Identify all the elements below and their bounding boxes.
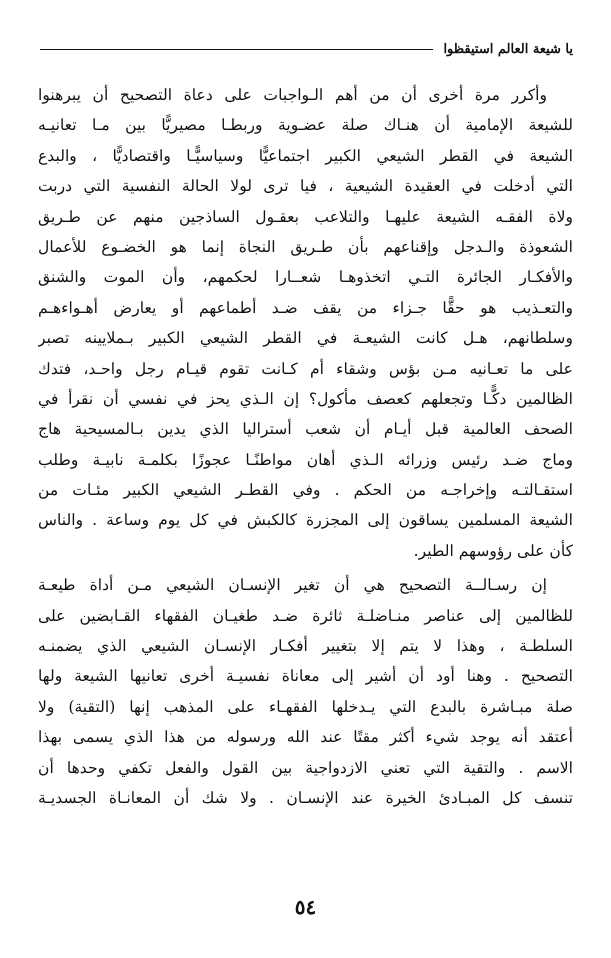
text-line: للشيعة الإمامية أن هنـاك صلة عضـوية وربطـا مصيريًّا بين مـا تعانيـه (38, 116, 573, 135)
text-line: والأفكـار الجائرة التـي اتخذوهـا شعــارا لحكمهم، وأن الموت والشنق (38, 268, 573, 287)
text-line: تنسف كل المبـادئ الخيرة عند الإنسـان . ولا شك أن المعانـاة الجسديـة (38, 788, 573, 807)
paragraph (38, 80, 573, 566)
text-line: استقـالتـه وإخراجـه من الحكم . وفي القطـر الشيعي الكبير مئـات من (38, 481, 573, 500)
text-line: الصحف العالمية قبل أيـام أن شعب أستراليا الذي يدين بـالمسيحية هاج (38, 420, 573, 439)
header-rule (40, 49, 433, 50)
text-line: إن رسـالــة التصحيح هي أن تغير الإنسـان الشيعي مـن أداة طيعـة (38, 576, 547, 595)
text-line: الشعوذة والـدجل وإقناعهم بأن طـريق النجاة إنما هو الخضـوع للأعمال (38, 237, 573, 256)
text-line: وسلطانهم، هـل كانت الشيعـة في القطر الشيعي الكبير بـملايينه تصبر (38, 329, 573, 348)
text-line: للظالمين إلى عناصر منـاضلـة ثائرة ضـد طغيـان الفقهاء القـابضين على (38, 606, 573, 625)
text-line: أعتقد أنه يوجد شيء أكثر مقتًا عند الله ورسوله من هذا الذي يسمى بهذا (38, 728, 573, 747)
text-line: على ما تعـانيه مـن بؤس وشقاء أم كـانت تقوم قيـام رجل واحـد، فتدك (38, 359, 573, 378)
text-line: صلة مبـاشرة بالبدع التي يـدخلها الفقهـاء على المذهب إنها (التقية) ولا (38, 697, 573, 716)
text-line: والتعـذيب هو حقًّا جـزاء من يقف ضـد أطماعهم أو يعارض أهـواءهـم (38, 298, 573, 317)
text-line: الظالمين دكًّـا وتجعلهم كعصف مأكول؟ إن الـذي يحز في نفسي أن نقرأ في (38, 389, 573, 408)
text-line: الشيعة في القطر الشيعي الكبير اجتماعيًّا وسياسيًّـا واقتصاديًّا ، والبدع (38, 146, 573, 165)
page-number: ٥٤ (294, 895, 317, 919)
text-line: وماج ضـد رئيس وزرائه الـذي أهان مواطنًـا عجوزًا بكلمـة نابيـة وطلب (38, 450, 573, 469)
text-line: السلطـة ، وهذا لا يتم إلا بتغيير أفكـار الإنسـان الشيعي الذي يضمنـه (38, 637, 573, 656)
text-line: الاسم . والتقية التي تعني الازدواجية بين القول والفعل تكفي وحدها أن (38, 758, 573, 777)
text-line: الشيعة المسلمين يساقون إلى المجزرة كالكبش في كل يوم وساعة . والناس (38, 511, 573, 530)
text-line: كأن على رؤوسهم الطير. (413, 541, 573, 560)
text-line: وأكرر مرة أخرى أن من أهم الـواجبات على دعاة التصحيح أن يبرهنوا (38, 86, 547, 104)
text-line: التي أدخلت في العقيدة الشيعية ، فيا ترى لولا الحالة النفسية التي دربت (38, 177, 573, 196)
text-line: التصحيح . وهنا أود أن أشير إلى معاناة نفسيـة أخرى تعانيها الشيعة ولها (38, 667, 573, 686)
body-text (38, 80, 573, 813)
paragraph (38, 570, 573, 813)
running-head-title: يا شيعة العالم استيقظوا (443, 41, 573, 57)
running-head (40, 38, 573, 60)
text-line: ولاة الفقـه الشيعة عليهـا والتلاعب بعقـول الساذجين منهم عن طـريق (38, 207, 573, 226)
